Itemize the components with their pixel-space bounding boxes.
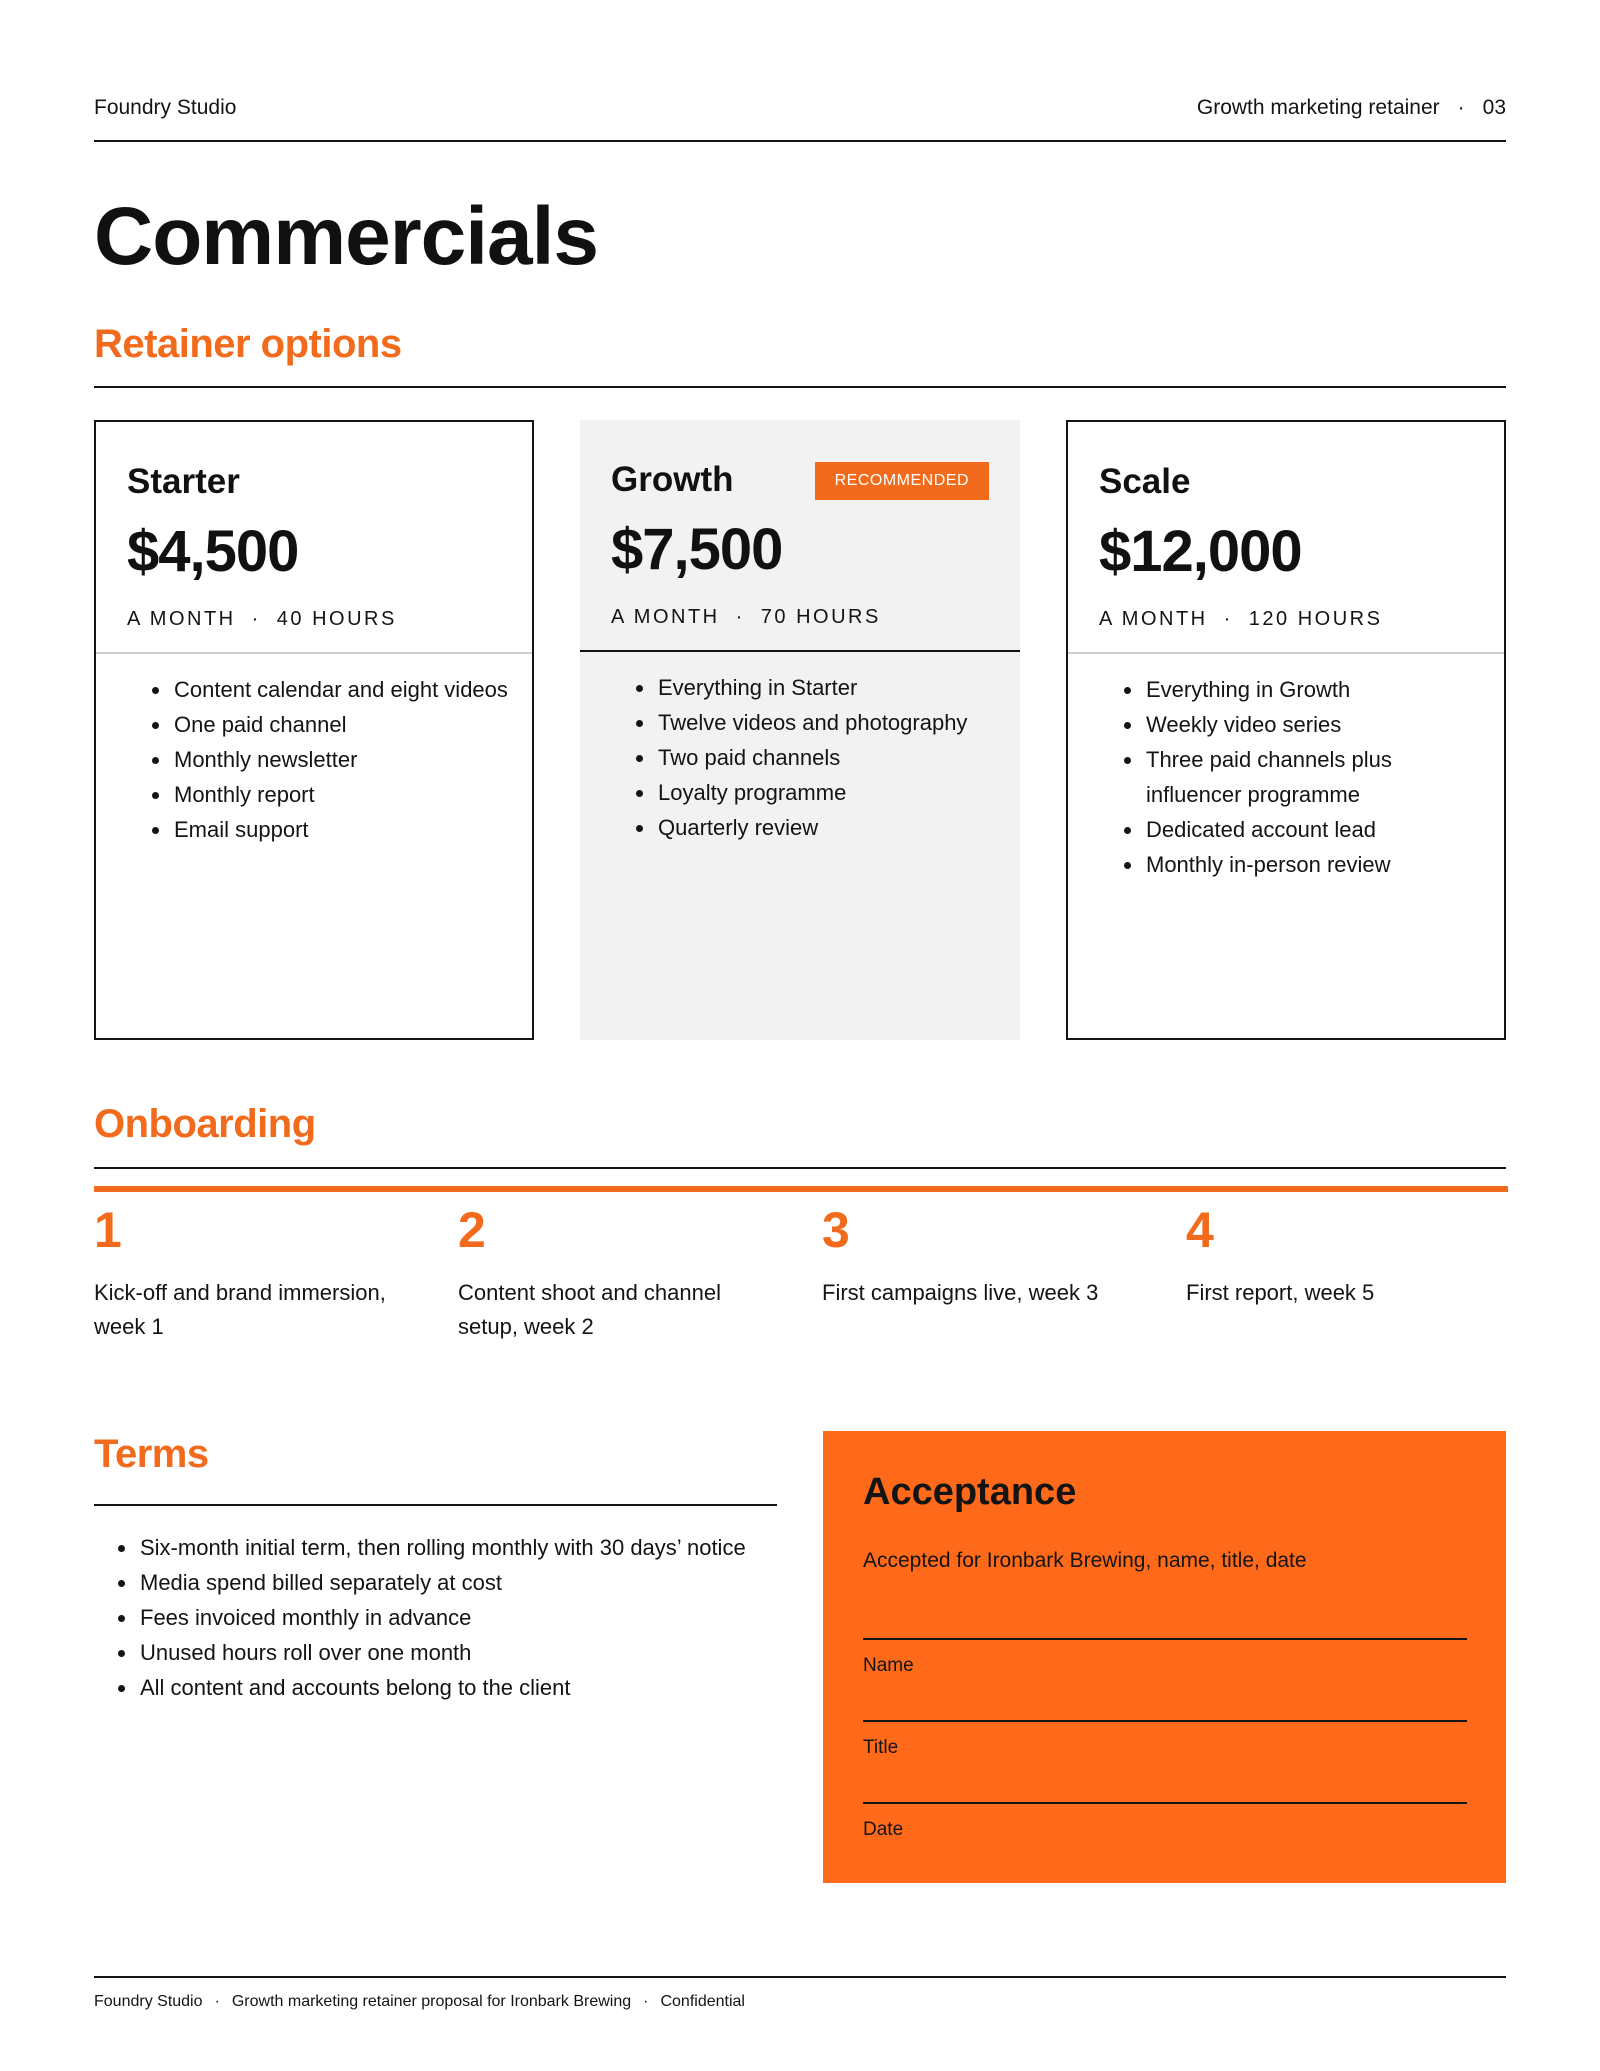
- terms-list: [118, 1530, 758, 1705]
- plan-card-header: [96, 422, 532, 654]
- plan-meta: [1099, 608, 1382, 631]
- acceptance-subtitle: Accepted for Ironbark Brewing, name, title, date: [863, 1549, 1307, 1572]
- terms-item: Six-month initial term, then rolling monthly with 30 days’ notice: [118, 1530, 758, 1565]
- plan-divider: [96, 652, 532, 654]
- plan-features: [1124, 672, 1484, 882]
- plan-card-starter: [94, 420, 534, 1040]
- onboarding-step: [1186, 1196, 1506, 1310]
- terms-item: All content and accounts belong to the client: [118, 1670, 758, 1705]
- plan-price: $12,000: [1099, 519, 1302, 584]
- title-field-label: Title: [863, 1737, 899, 1758]
- plan-card-header: [1068, 422, 1504, 654]
- footer-separator: ·: [214, 1993, 220, 2010]
- plan-name: Growth: [611, 460, 734, 499]
- plan-feature: Twelve videos and photography: [636, 705, 996, 740]
- footer-description: Growth marketing retainer proposal for Ironbark Brewing: [231, 1993, 632, 2010]
- header-page-number: 03: [1482, 96, 1506, 119]
- header-separator: ·: [1457, 96, 1465, 119]
- plan-hours: 40 HOURS: [276, 608, 397, 630]
- plan-feature: Monthly newsletter: [152, 742, 512, 777]
- plan-feature: Content calendar and eight videos: [152, 672, 512, 707]
- acceptance-box: [823, 1431, 1506, 1883]
- plan-divider: [580, 650, 1020, 652]
- footer-classification: Confidential: [660, 1993, 745, 2010]
- footer-rule: [94, 1976, 1506, 1978]
- plan-card-growth: [580, 420, 1020, 1040]
- header-meta: [1197, 96, 1506, 120]
- plan-feature: Dedicated account lead: [1124, 812, 1484, 847]
- plan-feature: One paid channel: [152, 707, 512, 742]
- page-title: Commercials: [94, 191, 599, 282]
- plan-period: A MONTH: [1099, 608, 1208, 630]
- plan-meta-separator: ·: [735, 606, 745, 628]
- name-field-label: Name: [863, 1655, 914, 1676]
- plan-meta-separator: ·: [1223, 608, 1233, 630]
- plan-feature: Monthly report: [152, 777, 512, 812]
- plan-feature: Monthly in-person review: [1124, 847, 1484, 882]
- title-signature-line[interactable]: [863, 1720, 1467, 1722]
- retainer-section-title: Retainer options: [94, 322, 402, 366]
- plan-period: A MONTH: [611, 606, 720, 628]
- header-rule: [94, 140, 1506, 142]
- step-text: First campaigns live, week 3: [822, 1280, 1099, 1305]
- onboarding-section-title: Onboarding: [94, 1102, 316, 1146]
- plan-feature: Loyalty programme: [636, 775, 996, 810]
- plan-cards: [94, 420, 1506, 1040]
- onboarding-rule: [94, 1167, 1506, 1169]
- plan-features: [152, 672, 512, 847]
- footer-separator: ·: [643, 1993, 649, 2010]
- step-number: 2: [458, 1202, 486, 1258]
- plan-card-scale: [1066, 420, 1506, 1040]
- onboarding-step: [458, 1196, 778, 1344]
- plan-feature: Three paid channels plus influencer programme: [1124, 742, 1484, 812]
- plan-hours: 120 HOURS: [1248, 608, 1383, 630]
- header-doc-title: Growth marketing retainer: [1196, 96, 1440, 119]
- plan-period: A MONTH: [127, 608, 236, 630]
- plan-feature: Everything in Growth: [1124, 672, 1484, 707]
- step-text: Kick-off and brand immersion, week 1: [94, 1280, 386, 1339]
- plan-feature: Everything in Starter: [636, 670, 996, 705]
- plan-meta: [611, 606, 881, 629]
- step-text: Content shoot and channel setup, week 2: [458, 1280, 721, 1339]
- plan-price: $7,500: [611, 517, 783, 582]
- page-footer: [94, 1993, 745, 2011]
- step-number: 1: [94, 1202, 122, 1258]
- plan-features: [636, 670, 996, 845]
- plan-name: Starter: [127, 462, 240, 501]
- plan-meta-separator: ·: [251, 608, 261, 630]
- onboarding-steps: [94, 1196, 1506, 1346]
- footer-brand: Foundry Studio: [94, 1993, 203, 2010]
- plan-feature: Email support: [152, 812, 512, 847]
- plan-meta: [127, 608, 397, 631]
- onboarding-step: [822, 1196, 1142, 1310]
- onboarding-step: [94, 1196, 414, 1344]
- step-number: 3: [822, 1202, 850, 1258]
- proposal-page: [94, 0, 1506, 2071]
- name-signature-line[interactable]: [863, 1638, 1467, 1640]
- plan-name: Scale: [1099, 462, 1191, 501]
- terms-section-title: Terms: [94, 1432, 209, 1476]
- step-number: 4: [1186, 1202, 1214, 1258]
- date-signature-line[interactable]: [863, 1802, 1467, 1804]
- terms-item: Fees invoiced monthly in advance: [118, 1600, 758, 1635]
- plan-divider: [1068, 652, 1504, 654]
- terms-item: Media spend billed separately at cost: [118, 1565, 758, 1600]
- plan-card-header: [580, 420, 1020, 652]
- plan-feature: Quarterly review: [636, 810, 996, 845]
- terms-rule: [94, 1504, 777, 1506]
- plan-feature: Two paid channels: [636, 740, 996, 775]
- terms-item: Unused hours roll over one month: [118, 1635, 758, 1670]
- plan-hours: 70 HOURS: [760, 606, 881, 628]
- retainer-rule: [94, 386, 1506, 388]
- plan-price: $4,500: [127, 519, 299, 584]
- header-brand: Foundry Studio: [94, 96, 237, 119]
- plan-feature: Weekly video series: [1124, 707, 1484, 742]
- page-header: [94, 96, 1506, 124]
- acceptance-title: Acceptance: [863, 1471, 1077, 1513]
- recommended-badge: RECOMMENDED: [815, 462, 989, 500]
- onboarding-timeline-bar: [94, 1186, 1508, 1192]
- date-field-label: Date: [863, 1819, 904, 1840]
- step-text: First report, week 5: [1186, 1280, 1375, 1305]
